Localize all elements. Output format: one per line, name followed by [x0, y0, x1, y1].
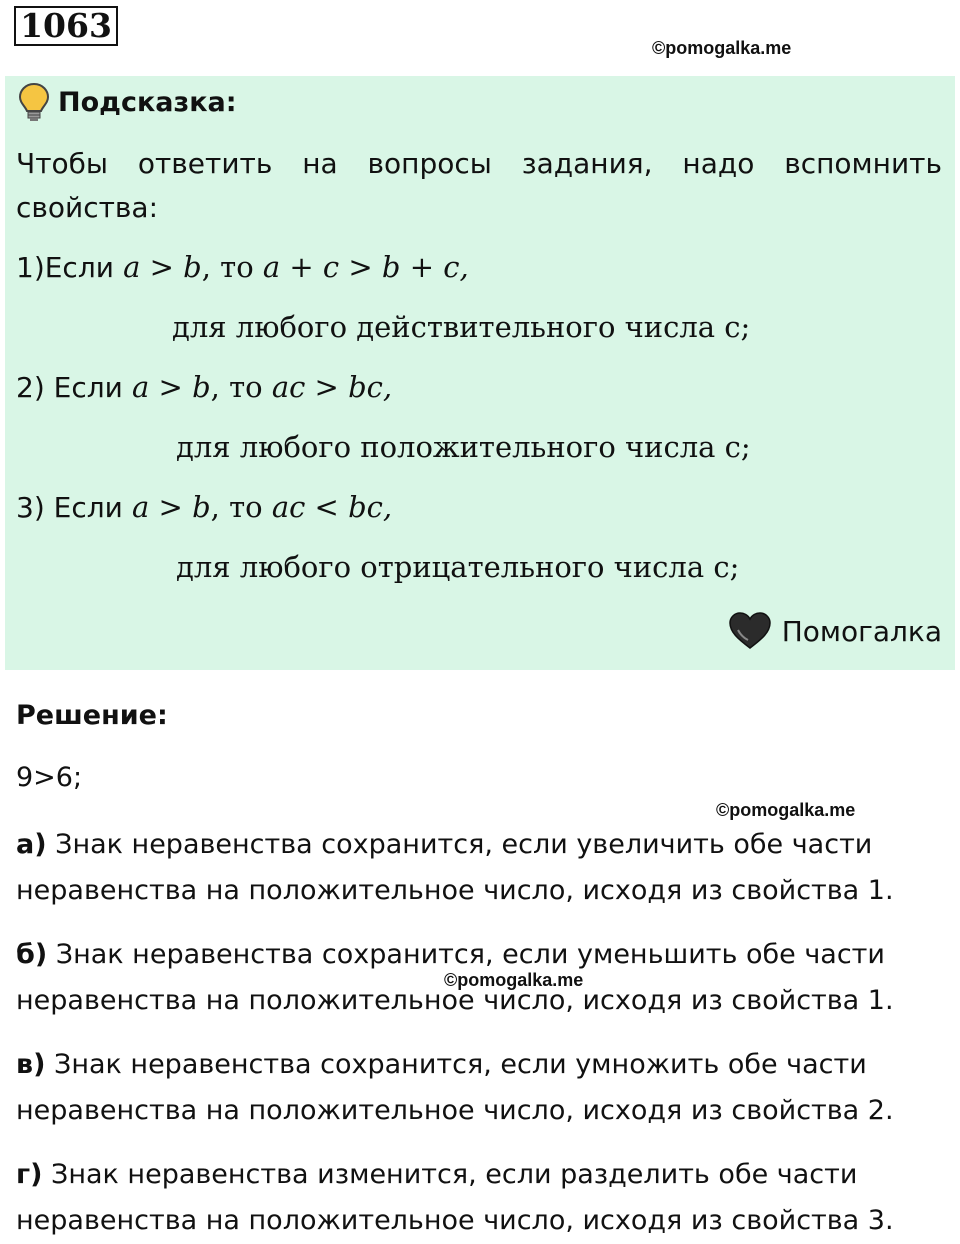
inequality: 9>6; [16, 762, 83, 793]
property-3-scope: для любого отрицательного числа c; [176, 550, 740, 584]
property-1: 1)Если a > b, то a + c > b + c, [16, 250, 469, 284]
property-2: 2) Если a > b, то ac > bc, [16, 370, 393, 404]
watermark-top: ©pomogalka.me [652, 38, 792, 58]
watermark-middle: ©pomogalka.me [716, 800, 856, 820]
hint-intro: Чтобы ответить на вопросы задания, надо вспомнить свойства: [16, 147, 942, 224]
solution-title: Решение: [16, 700, 168, 731]
task-number: 1063 [14, 6, 118, 46]
hint-title: Подсказка: [58, 86, 237, 118]
property-1-scope: для любого действительного числа c; [172, 310, 751, 344]
solution-item-c: в) Знак неравенства сохранится, если умножить обе части неравенства на положительное число, исходя из свойства 2. [16, 1049, 894, 1126]
property-2-scope: для любого положительного числа c; [176, 430, 751, 464]
property-3: 3) Если a > b, то ac < bc, [16, 490, 393, 524]
solution-item-a: а) Знак неравенства сохранится, если увеличить обе части неравенства на положительное число, исходя из свойства 1. [16, 829, 894, 906]
signature [728, 612, 942, 650]
watermark-bottom: ©pomogalka.me [444, 970, 584, 990]
solution-item-b: б) Знак неравенства сохранится, если уменьшить обе части неравенства на положительное число, исходя из свойства 1. [16, 939, 894, 1016]
signature-text: Помогалка [781, 614, 942, 648]
heart-icon [728, 612, 772, 650]
hint-header [18, 82, 237, 122]
lightbulb-icon [18, 82, 50, 122]
solution-item-d: г) Знак неравенства изменится, если разделить обе части неравенства на положительное число, исходя из свойства 3. [16, 1159, 894, 1236]
